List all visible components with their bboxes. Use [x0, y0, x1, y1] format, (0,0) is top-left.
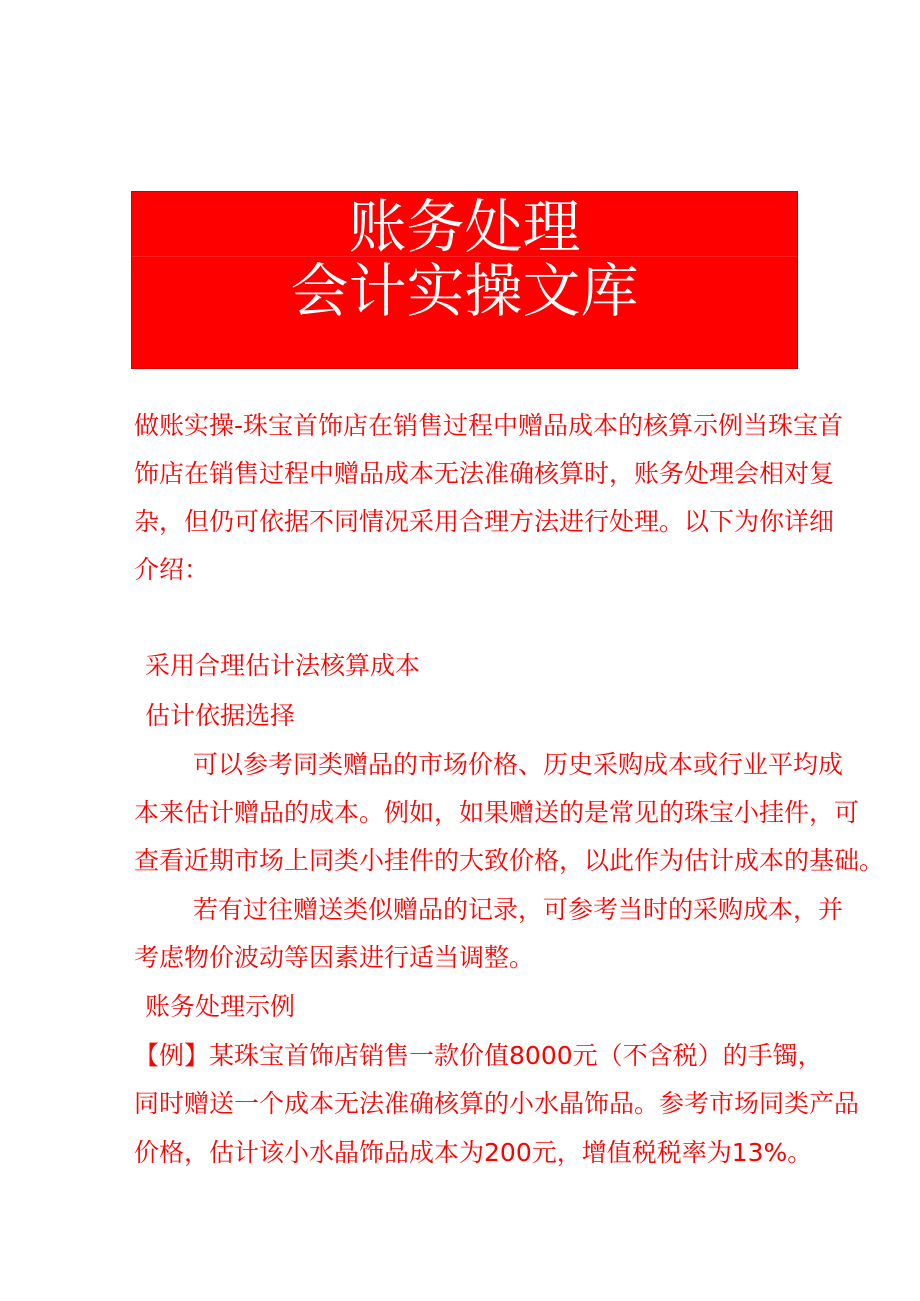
example-line: 价格，估计该小水晶饰品成本为200元，增值税税率为13%。	[134, 1138, 813, 1167]
example-line: 【例】某珠宝首饰店销售一款价值8000元（不含税）的手镯，	[134, 1041, 823, 1070]
paragraph-line: 可以参考同类赠品的市场价格、历史采购成本或行业平均成	[193, 750, 844, 779]
banner-title-line2: 会计实操文库	[290, 257, 639, 325]
section-subheading: 估计依据选择	[145, 701, 296, 730]
paragraph-line: 考虑物价波动等因素进行适当调整。	[134, 943, 535, 972]
banner-title-line1: 账务处理	[348, 193, 581, 261]
paragraph-line: 查看近期市场上同类小挂件的大致价格，以此作为估计成本的基础。	[134, 846, 885, 875]
section-heading: 采用合理估计法核算成本	[145, 651, 421, 680]
intro-line: 做账实操-珠宝首饰店在销售过程中赠品成本的核算示例当珠宝首	[134, 411, 844, 440]
paragraph-line: 若有过往赠送类似赠品的记录，可参考当时的采购成本，并	[193, 895, 844, 924]
example-line: 同时赠送一个成本无法准确核算的小水晶饰品。参考市场同类产品	[134, 1089, 860, 1118]
paragraph-line: 本来估计赠品的成本。例如，如果赠送的是常见的珠宝小挂件，可	[134, 798, 860, 827]
intro-line: 饰店在销售过程中赠品成本无法准确核算时，账务处理会相对复	[134, 459, 835, 488]
intro-line: 介绍：	[134, 555, 210, 584]
example-heading: 账务处理示例	[145, 992, 296, 1021]
intro-line: 杂，但仍可依据不同情况采用合理方法进行处理。以下为你详细	[134, 507, 835, 536]
